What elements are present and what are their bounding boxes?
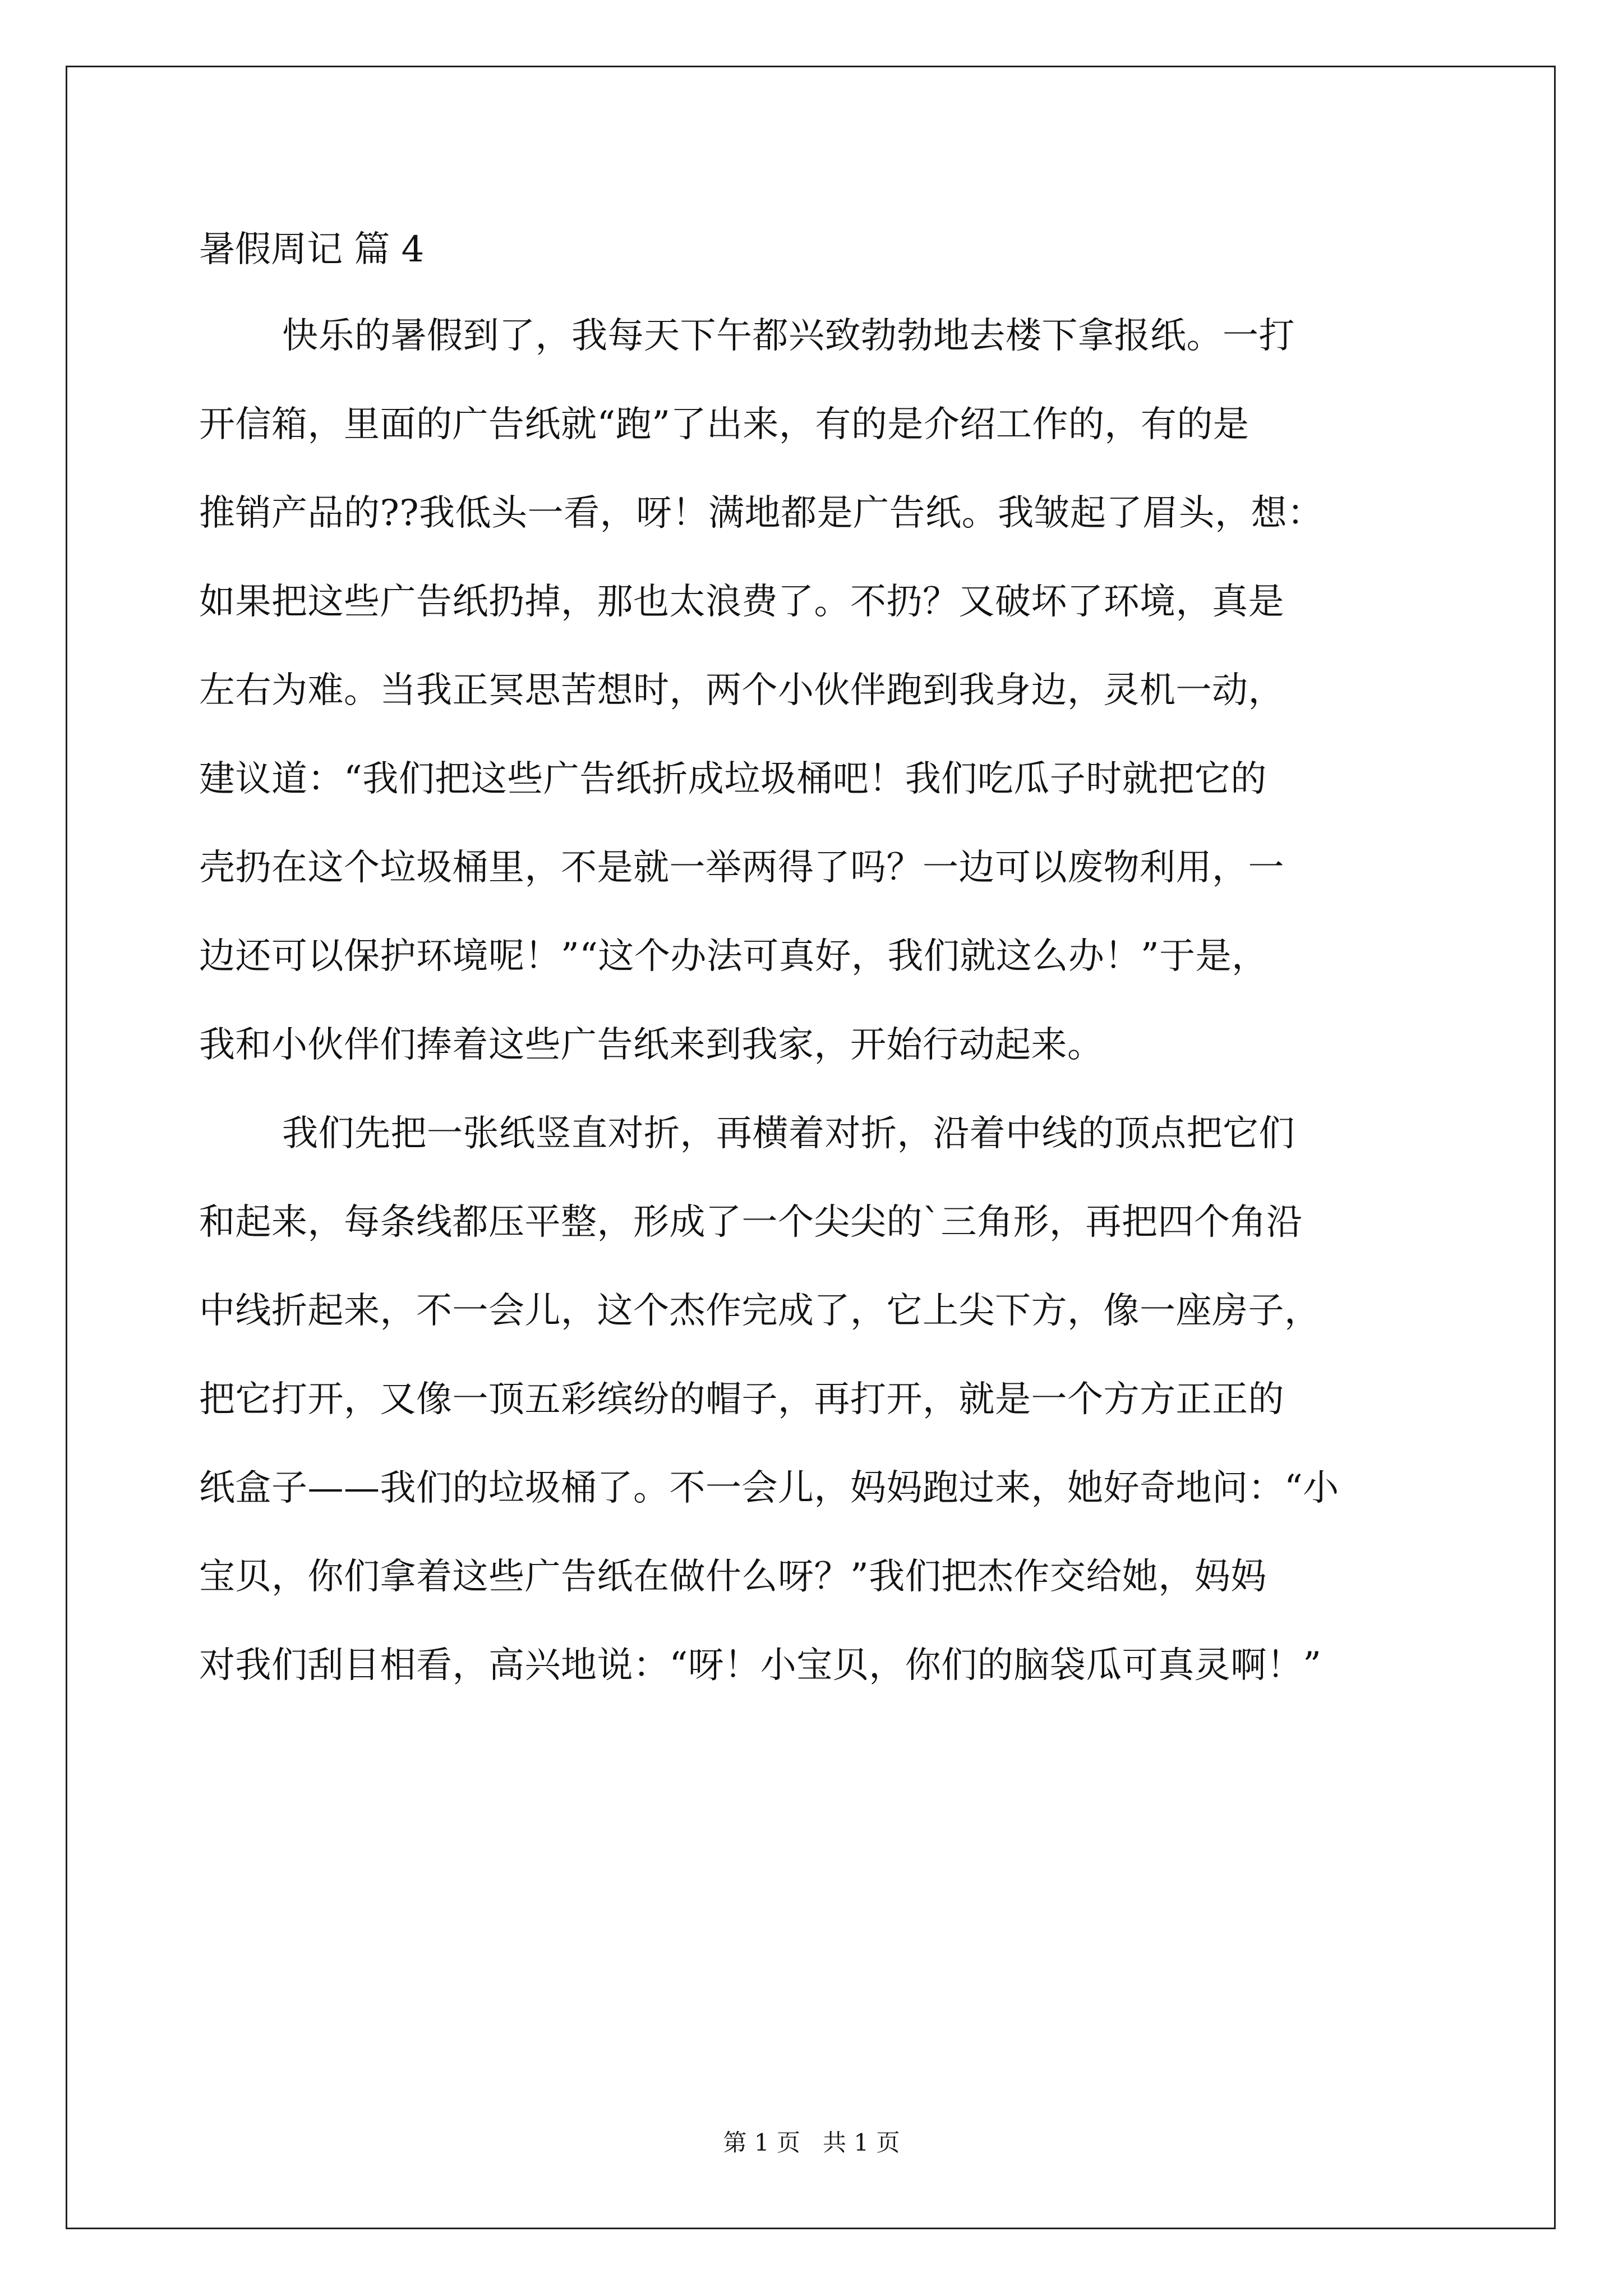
- text-line: 把它打开，又像一顶五彩缤纷的帽子，再打开，就是一个方方正正的: [199, 1379, 1284, 1420]
- page-footer: 第 1 页 共 1 页: [723, 2129, 900, 2156]
- paragraph-2: [199, 1089, 1433, 1710]
- text-line: 中线折起来，不一会儿，这个杰作完成了，它上尖下方，像一座房子，: [199, 1290, 1321, 1332]
- text-line: 边还可以保护环境呢！”“这个办法可真好，我们就这么办！”于是，: [199, 936, 1268, 977]
- text-line: 我们先把一张纸竖直对折，再横着对折，沿着中线的顶点把它们: [282, 1113, 1295, 1154]
- text-line: 壳扔在这个垃圾桶里，不是就一举两得了吗？一边可以废物利用，一: [199, 847, 1284, 889]
- text-line: 快乐的暑假到了，我每天下午都兴致勃勃地去楼下拿报纸。一打: [282, 315, 1295, 357]
- text-line: 推销产品的??我低头一看，呀！满地都是广告纸。我皱起了眉头，想：: [199, 493, 1324, 534]
- text-line: 我和小伙伴们捧着这些广告纸来到我家，开始行动起来。: [199, 1024, 1104, 1066]
- document-body: [199, 208, 1433, 1710]
- paragraph-1: [199, 292, 1433, 1089]
- text-line: 如果把这些广告纸扔掉，那也太浪费了。不扔？又破坏了环境，真是: [199, 581, 1284, 623]
- text-line: 建议道：“我们把这些广告纸折成垃圾桶吧！我们吃瓜子时就把它的: [199, 758, 1267, 800]
- text-line: 宝贝，你们拿着这些广告纸在做什么呀？”我们把杰作交给她，妈妈: [199, 1556, 1267, 1598]
- text-line: 对我们刮目相看，高兴地说：“呀！小宝贝，你们的脑袋瓜可真灵啊！”: [199, 1645, 1322, 1686]
- document-title: 暑假周记 篇 4: [199, 229, 425, 270]
- text-line: 开信箱，里面的广告纸就“跑”了出来，有的是介绍工作的，有的是: [199, 404, 1249, 445]
- text-line: 纸盒子——我们的垃圾桶了。不一会儿，妈妈跑过来，她好奇地问：“小: [199, 1467, 1339, 1509]
- text-line: 左右为难。当我正冥思苦想时，两个小伙伴跑到我身边，灵机一动，: [199, 670, 1284, 711]
- text-line: 和起来，每条线都压平整，形成了一个尖尖的`三角形，再把四个角沿: [199, 1202, 1303, 1243]
